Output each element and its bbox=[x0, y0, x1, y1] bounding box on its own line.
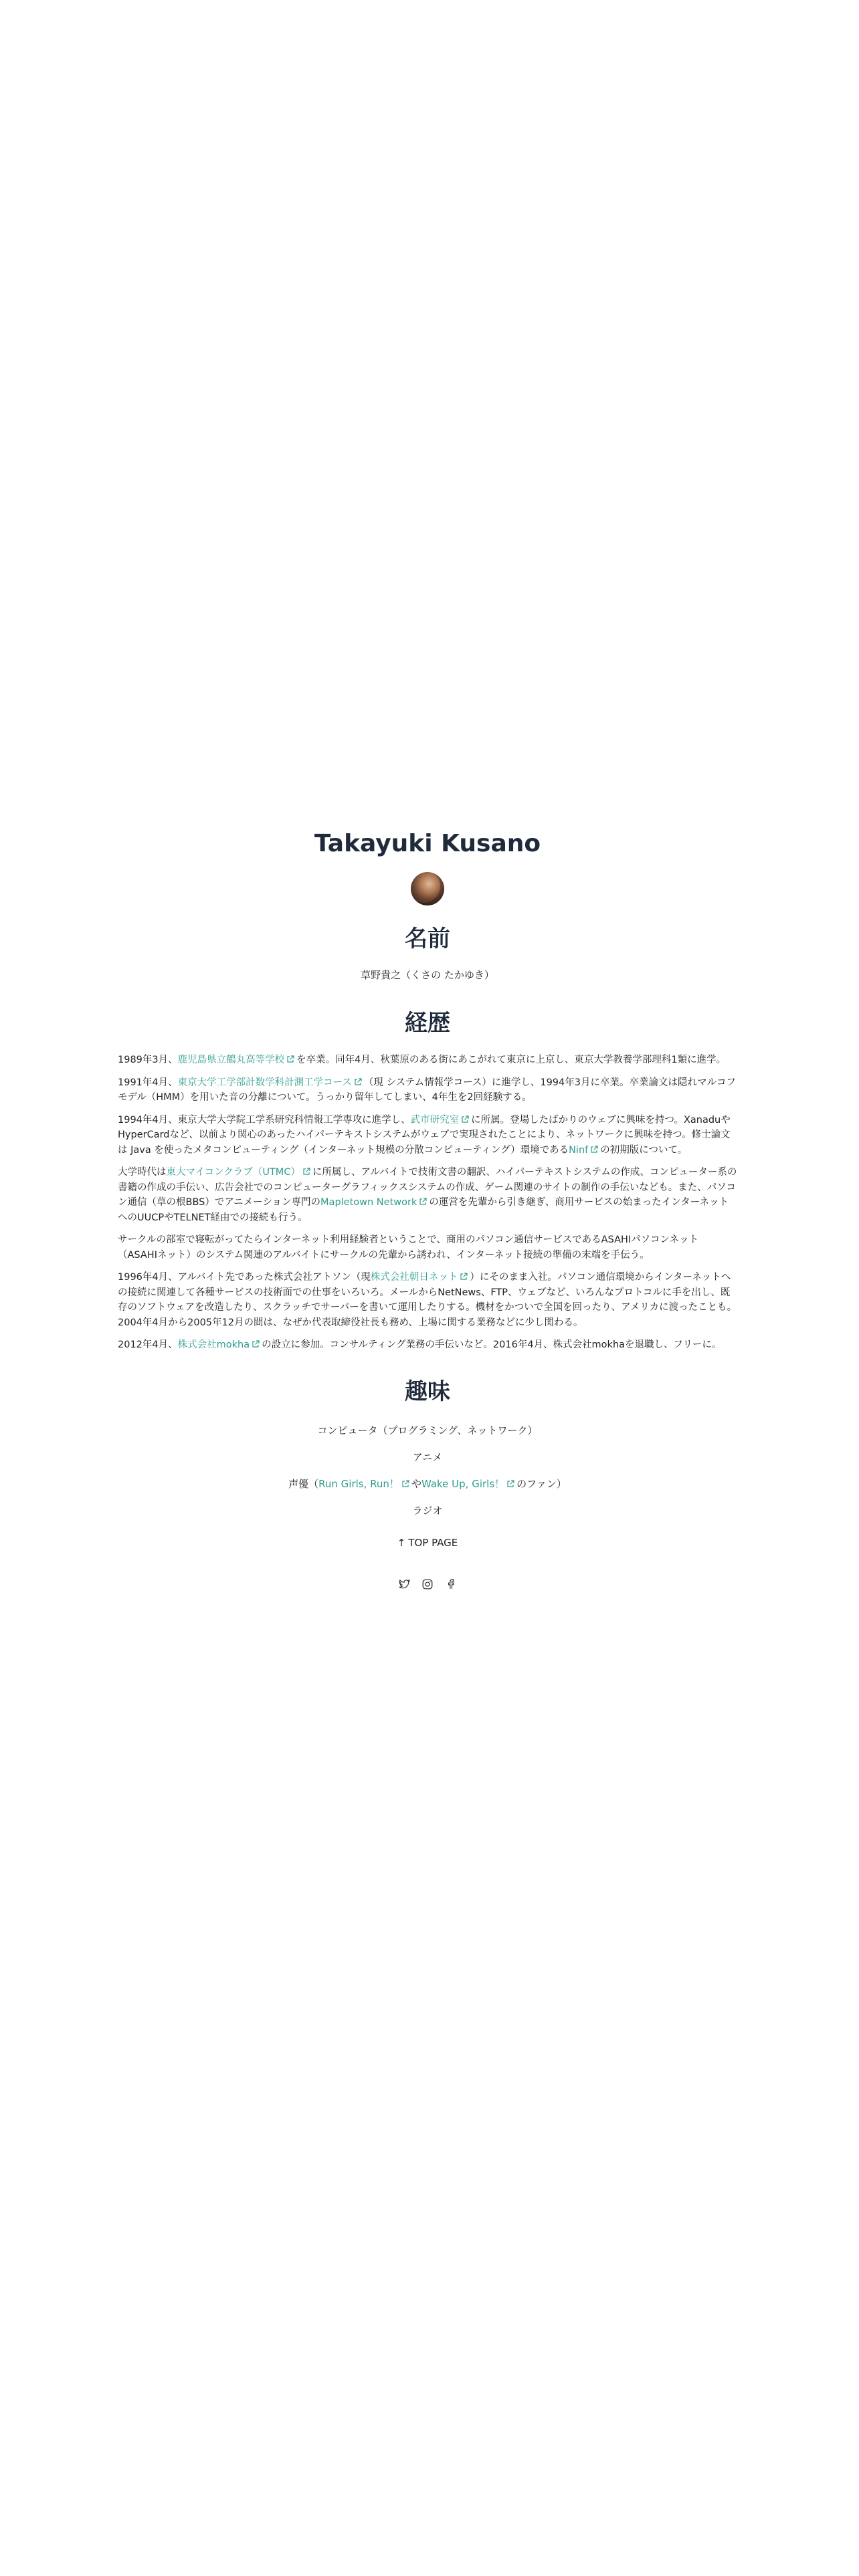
link-mokha[interactable] bbox=[178, 1339, 262, 1350]
avatar bbox=[411, 872, 444, 905]
career-text: ）にそのまま入社。パソコン通信環境からインターネットへの接続に関連して各種サービスの技術面での仕事をいろいろ。メールからNetNews、FTP、ウェブなど、いろんなプロトコルに手を出し、既存のソフトウェアを改造したり、スクラッチでサーバーを書いて運用したりする。機材をかついで全国を回ったり、アメリカに渡ったことも。2004年4月から2005年12月の間は、なぜか代表取締役社長も務め、上場に関する業務などに少し関わる。 bbox=[118, 1272, 737, 1328]
external-link-icon bbox=[252, 1340, 260, 1348]
link-ninf[interactable] bbox=[569, 1145, 600, 1156]
external-link-icon bbox=[506, 1480, 514, 1488]
career-paragraph-university bbox=[118, 1165, 737, 1225]
career-text: （現 システム情報学コース）に進学し、1994年3月に卒業。卒業論文は隠れマルコフモデル（HMM）を用いた音の分離について。うっかり留年してしまい、4年生を2回経験する。 bbox=[118, 1077, 736, 1103]
career-text: 大学時代は bbox=[118, 1167, 167, 1178]
hobby-text: や bbox=[411, 1477, 421, 1490]
career-paragraph-2012 bbox=[118, 1337, 737, 1353]
career-text: の運営を先輩から引き継ぎ、商用サービスの始まったインターネットへのUUCPやTELNET経由での接続も行う。 bbox=[118, 1197, 729, 1223]
name-heading: 名前 bbox=[405, 926, 450, 952]
hobby-text: のファン） bbox=[516, 1477, 567, 1490]
career-heading: 経歴 bbox=[405, 1010, 450, 1037]
page-title: Takayuki Kusano bbox=[314, 830, 541, 857]
career-paragraph-1991 bbox=[118, 1075, 737, 1105]
twitter-icon[interactable] bbox=[398, 1578, 410, 1590]
link-utmc[interactable] bbox=[167, 1167, 312, 1178]
link-takeichi-lab[interactable] bbox=[411, 1115, 472, 1125]
arrow-up-icon: ↑ bbox=[397, 1536, 406, 1549]
career-text: に所属し、アルバイトで技術文書の翻訳、ハイパーテキストシステムの作成、コンピューター系の書籍の作成の手伝い、広告会社でのコンピューターグラフィックスシステムの作成、ゲーム関連のサイトの制作の手伝いなども。また、パソコン通信（草の根BBS）でアニメーション専門の bbox=[118, 1167, 737, 1208]
profile-content bbox=[118, 827, 737, 1591]
career-section bbox=[118, 1053, 737, 1353]
career-paragraph-1994 bbox=[118, 1113, 737, 1158]
link-text: 鹿児島県立鶴丸高等学校 bbox=[177, 1055, 285, 1065]
hobby-list bbox=[118, 1422, 737, 1519]
link-text: Ninf bbox=[569, 1144, 589, 1156]
link-utokyo-keisu[interactable] bbox=[178, 1077, 364, 1088]
link-text: 東京大学工学部計数学科計測工学コース bbox=[177, 1077, 352, 1088]
external-link-icon bbox=[302, 1168, 310, 1176]
link-asahi-net[interactable] bbox=[371, 1272, 470, 1283]
career-text: 2012年4月、 bbox=[118, 1339, 178, 1350]
career-text: を卒業。同年4月、秋葉原のある街にあこがれて東京に上京し、東京大学教養学部理科1類に進学。 bbox=[296, 1055, 727, 1065]
link-text: 武市研究室 bbox=[410, 1114, 460, 1125]
external-link-icon bbox=[354, 1078, 362, 1086]
career-text: の設立に参加。コンサルティング業務の手伝いなど。2016年4月、株式会社mokhaを退職し、フリーに。 bbox=[262, 1339, 722, 1350]
career-text: 1989年3月、 bbox=[118, 1055, 178, 1065]
career-text: 1996年4月、アルバイト先であった株式会社アトソン（現 bbox=[118, 1272, 371, 1283]
career-paragraph-1996 bbox=[118, 1270, 737, 1330]
career-text: サークルの部室で寝転がってたらインターネット利用経験者ということで、商用のパソコン通信サービスであるASAHIパソコンネット（ASAHIネット）のシステム関連のアルバイトにサークルの先輩から誘われ、インターネット接続の準備の末端を手伝う。 bbox=[118, 1235, 698, 1261]
external-link-icon bbox=[461, 1115, 469, 1123]
social-links bbox=[118, 1578, 737, 1591]
facebook-icon[interactable] bbox=[445, 1578, 457, 1590]
link-text: 東大マイコンクラブ（UTMC） bbox=[166, 1167, 300, 1178]
hobby-heading: 趣味 bbox=[405, 1378, 450, 1405]
external-link-icon bbox=[419, 1198, 427, 1206]
external-link-icon bbox=[590, 1146, 598, 1154]
hobby-item-computer: コンピュータ（プログラミング、ネットワーク） bbox=[317, 1424, 538, 1436]
avatar-container bbox=[118, 872, 737, 907]
link-text: 株式会社mokha bbox=[177, 1339, 250, 1350]
link-text: Wake Up, Girls！ bbox=[421, 1477, 505, 1490]
career-paragraph-1989 bbox=[118, 1053, 737, 1068]
link-text: Run Girls, Run！ bbox=[318, 1477, 399, 1490]
career-paragraph-asahi bbox=[118, 1232, 737, 1263]
top-page-label: TOP PAGE bbox=[408, 1536, 458, 1549]
link-wake-up-girls[interactable] bbox=[421, 1478, 516, 1490]
hobby-text: 声優（ bbox=[288, 1477, 319, 1490]
external-link-icon bbox=[460, 1273, 468, 1281]
career-text: の初期版について。 bbox=[600, 1144, 688, 1156]
external-link-icon bbox=[401, 1480, 409, 1488]
link-text: 株式会社朝日ネット bbox=[370, 1272, 458, 1283]
career-text: 1994年4月、東京大学大学院工学系研究科情報工学専攻に進学し、 bbox=[118, 1114, 411, 1125]
top-page-link[interactable] bbox=[118, 1535, 737, 1551]
hobby-item-voice-actor bbox=[118, 1476, 737, 1492]
link-text: Mapletown Network bbox=[320, 1197, 417, 1208]
name-text: 草野貴之（くさの たかゆき） bbox=[361, 969, 494, 981]
link-run-girls-run[interactable] bbox=[318, 1478, 411, 1490]
link-mapletown-network[interactable] bbox=[320, 1197, 429, 1208]
career-text: に所属。登場したばかりのウェブに興味を持つ。XanaduやHyperCardなど、以前より関心のあったハイパーテキストシステムがウェブで実現されたことにより、ネットワークに興味を持つ。修士論文は Java を使ったメタコンピューティング（インターネット規模の分散コンピューティング）環境である bbox=[118, 1114, 731, 1156]
instagram-icon[interactable] bbox=[421, 1578, 434, 1590]
hobby-item-radio: ラジオ bbox=[412, 1504, 443, 1517]
hobby-item-anime: アニメ bbox=[412, 1451, 443, 1463]
link-tsurumaru-highschool[interactable] bbox=[178, 1055, 297, 1065]
external-link-icon bbox=[286, 1055, 294, 1063]
career-text: 1991年4月、 bbox=[118, 1077, 178, 1088]
